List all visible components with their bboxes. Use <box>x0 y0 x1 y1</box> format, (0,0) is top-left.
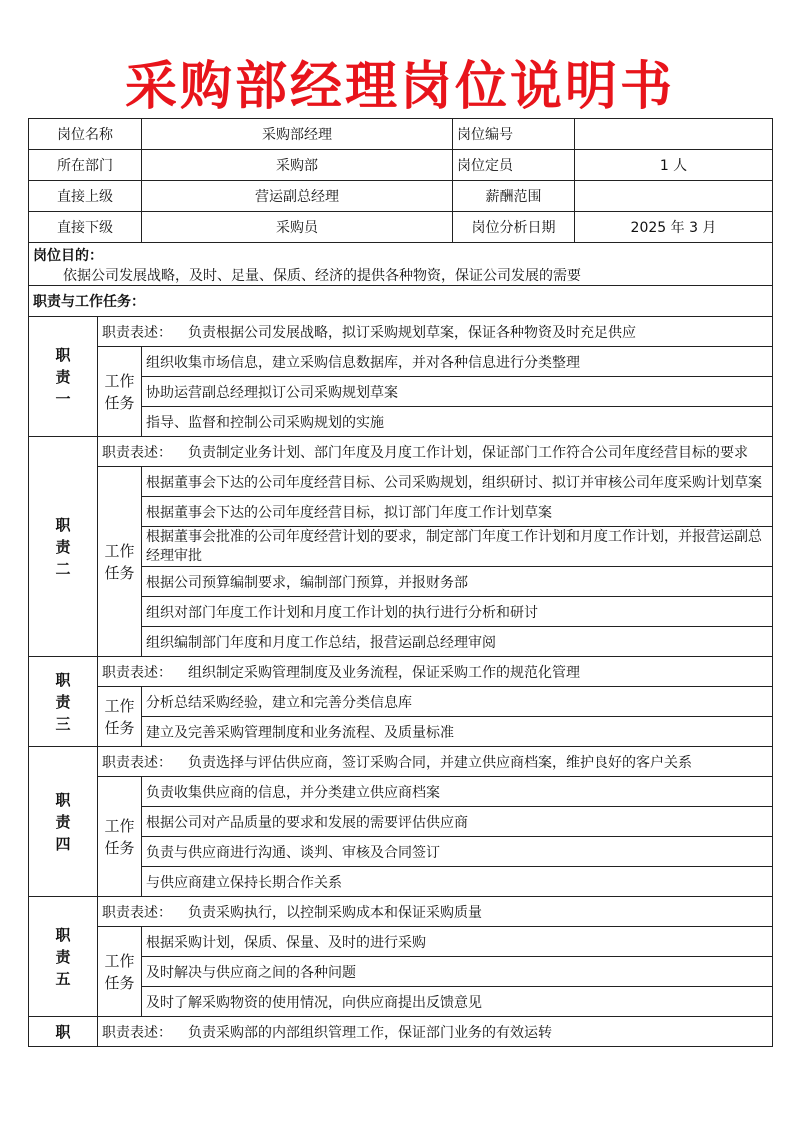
task-label: 工作 任务 <box>98 467 142 657</box>
task-label: 工作 任务 <box>98 687 142 747</box>
duty-description <box>98 437 773 467</box>
task-row <box>29 687 773 717</box>
duties-heading: 职责与工作任务： <box>29 286 773 317</box>
purpose-text: 依据公司发展战略，及时、足量、保质、经济的提供各种物资，保证公司发展的需要 <box>63 268 581 284</box>
task-text: 建立及完善采购管理制度和业务流程、及质量标准 <box>142 717 773 747</box>
salary-range-value <box>575 181 773 212</box>
duty-desc-row <box>29 317 773 347</box>
task-text: 组织编制部门年度和月度工作总结，报营运副总经理审阅 <box>142 627 773 657</box>
task-text: 协助运营副总经理拟订公司采购规划草案 <box>142 377 773 407</box>
purpose-cell <box>29 243 773 286</box>
task-text: 根据董事会下达的公司年度经营目标、公司采购规划，组织研讨、拟订并审核公司年度采购计划草案 <box>142 467 773 497</box>
task-text: 根据董事会批准的公司年度经营计划的要求，制定部门年度工作计划和月度工作计划，并报营运副总经理审批 <box>142 527 773 567</box>
task-text: 及时了解采购物资的使用情况，向供应商提出反馈意见 <box>142 987 773 1017</box>
task-label: 工作 任务 <box>98 777 142 897</box>
task-text: 与供应商建立保持长期合作关系 <box>142 867 773 897</box>
desc-label: 职责表述： <box>102 754 172 771</box>
duties-heading-row <box>29 286 773 317</box>
salary-range-label: 薪酬范围 <box>453 181 575 212</box>
task-label: 工作 任务 <box>98 927 142 1017</box>
duty-name: 职 责 二 <box>29 437 98 657</box>
desc-label: 职责表述： <box>102 324 172 341</box>
header-row <box>29 119 773 150</box>
headcount-value: 1 人 <box>575 150 773 181</box>
purpose-heading: 岗位目的： <box>33 248 103 264</box>
desc-label: 职责表述： <box>102 444 172 461</box>
analysis-date-label: 岗位分析日期 <box>453 212 575 243</box>
desc-label: 职责表述： <box>102 664 172 681</box>
task-text: 负责与供应商进行沟通、谈判、审核及合同签订 <box>142 837 773 867</box>
duty-desc-row <box>29 747 773 777</box>
desc-text: 负责采购部的内部组织管理工作，保证部门业务的有效运转 <box>188 1024 552 1041</box>
duty-desc-row <box>29 657 773 687</box>
header-row <box>29 181 773 212</box>
document-title: 采购部经理岗位说明书 <box>124 57 675 117</box>
desc-text: 负责采购执行，以控制采购成本和保证采购质量 <box>188 904 482 921</box>
task-text: 根据公司预算编制要求，编制部门预算，并报财务部 <box>142 567 773 597</box>
task-label: 工作 任务 <box>98 347 142 437</box>
duty-description <box>98 747 773 777</box>
duty-description <box>98 317 773 347</box>
duty-name: 职 责 三 <box>29 657 98 747</box>
task-text: 负责收集供应商的信息，并分类建立供应商档案 <box>142 777 773 807</box>
task-text: 根据公司对产品质量的要求和发展的需要评估供应商 <box>142 807 773 837</box>
duty-name: 职 责 五 <box>29 897 98 1017</box>
duty-desc-row <box>29 897 773 927</box>
desc-text: 组织制定采购管理制度及业务流程，保证采购工作的规范化管理 <box>188 664 580 681</box>
superior-value: 营运副总经理 <box>142 181 453 212</box>
headcount-label: 岗位定员 <box>453 150 575 181</box>
task-text: 组织收集市场信息，建立采购信息数据库，并对各种信息进行分类整理 <box>142 347 773 377</box>
task-text: 指导、监督和控制公司采购规划的实施 <box>142 407 773 437</box>
department-value: 采购部 <box>142 150 453 181</box>
header-row <box>29 150 773 181</box>
duty-name: 职 责 一 <box>29 317 98 437</box>
duty-description <box>98 1017 773 1047</box>
task-text: 及时解决与供应商之间的各种问题 <box>142 957 773 987</box>
subordinate-label: 直接下级 <box>29 212 142 243</box>
task-text: 根据董事会下达的公司年度经营目标，拟订部门年度工作计划草案 <box>142 497 773 527</box>
position-name-value: 采购部经理 <box>142 119 453 150</box>
desc-label: 职责表述： <box>102 1024 172 1041</box>
superior-label: 直接上级 <box>29 181 142 212</box>
subordinate-value: 采购员 <box>142 212 453 243</box>
task-row <box>29 467 773 497</box>
duty-description <box>98 657 773 687</box>
position-code-label: 岗位编号 <box>453 119 575 150</box>
task-row <box>29 777 773 807</box>
position-name-label: 岗位名称 <box>29 119 142 150</box>
analysis-date-value: 2025 年 3 月 <box>575 212 773 243</box>
duty-desc-row <box>29 437 773 467</box>
job-description-table <box>28 118 773 1047</box>
desc-text: 负责选择与评估供应商，签订采购合同，并建立供应商档案，维护良好的客户关系 <box>188 754 692 771</box>
desc-text: 负责制定业务计划、部门年度及月度工作计划，保证部门工作符合公司年度经营目标的要求 <box>188 444 748 461</box>
task-row <box>29 347 773 377</box>
duty-name: 职 <box>29 1017 98 1047</box>
task-text: 组织对部门年度工作计划和月度工作计划的执行进行分析和研讨 <box>142 597 773 627</box>
duty-name: 职 责 四 <box>29 747 98 897</box>
header-row <box>29 212 773 243</box>
desc-label: 职责表述： <box>102 904 172 921</box>
duty-desc-row <box>29 1017 773 1047</box>
duty-description <box>98 897 773 927</box>
department-label: 所在部门 <box>29 150 142 181</box>
position-code-value <box>575 119 773 150</box>
task-row <box>29 927 773 957</box>
task-text: 分析总结采购经验，建立和完善分类信息库 <box>142 687 773 717</box>
task-text: 根据采购计划，保质、保量、及时的进行采购 <box>142 927 773 957</box>
desc-text: 负责根据公司发展战略，拟订采购规划草案，保证各种物资及时充足供应 <box>188 324 636 341</box>
purpose-row <box>29 243 773 286</box>
